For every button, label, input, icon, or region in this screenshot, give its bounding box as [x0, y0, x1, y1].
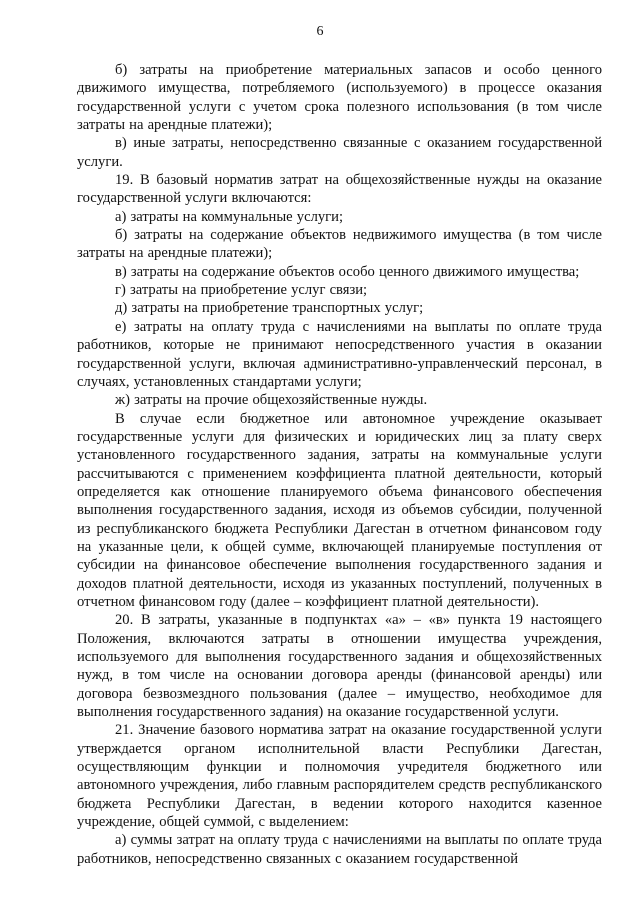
page-number: 6	[316, 24, 324, 39]
paragraph: 19. В базовый норматив затрат на общехозяйственные нужды на оказание государственной услуги включаются:	[77, 172, 602, 207]
paragraph: е) затраты на оплату труда с начислениями на выплаты по оплате труда работников, которые не принимают непосредственного участия в оказании государственной услуги, включая административно-управленческий персонал, в случаях, установленных стандартами услуги;	[77, 318, 602, 390]
paragraph: д) затраты на приобретение транспортных услуг;	[115, 300, 424, 317]
paragraph: в) иные затраты, непосредственно связанные с оказанием государственной услуги.	[77, 135, 602, 170]
paragraph: в) затраты на содержание объектов особо ценного движимого имущества;	[115, 263, 580, 280]
paragraph: В случае если бюджетное или автономное учреждение оказывает государственные услуги для физических и юридических лиц за плату сверх установленного государственного задания, затраты на коммунальные услуги рассчитываются с применением коэффициента платной деятельности, который определяется как отношение планируемого объема финансового обеспечения выполнения государственного задания, исходя из объемов субсидии, полученной из республиканского бюджета Республики Дагестан в отчетном финансовом году на указанные цели, к общей сумме, включающей планируемые поступления от субсидии на финансовое обеспечение выполнения государственного задания и доходов платной деятельности, исходя из указанных поступлений, полученных в отчетном финансовом году (далее – коэффициент платной деятельности).	[77, 410, 602, 610]
paragraph: г) затраты на приобретение услуг связи;	[115, 282, 368, 299]
paragraph: 20. В затраты, указанные в подпунктах «а» – «в» пункта 19 настоящего Положения, включаются затраты в отношении имущества учреждения, используемого для выполнения государственного задания и общехозяйственных нужд, в том числе на основании договора аренды (финансовой аренды) или договора безвозмездного пользования (далее – имущество, необходимое для выполнения государственного задания) на оказание государственной услуги.	[77, 612, 602, 721]
paragraph: 21. Значение базового норматива затрат на оказание государственной услуги утверждается органом исполнительной власти Республики Дагестан, осуществляющим функции и полномочия учредителя бюджетного или автономного учреждения, либо главным распорядителем средств республиканского бюджета Республики Дагестан, в ведении которого находится казенное учреждение, общей суммой, с выделением:	[77, 722, 602, 831]
paragraph: а) суммы затрат на оплату труда с начислениями на выплаты по оплате труда работников, непосредственно связанных с оказанием государственной	[77, 832, 602, 867]
paragraph: б) затраты на приобретение материальных запасов и особо ценного движимого имущества, потребляемого (используемого) в процессе оказания государственной услуги с учетом срока полезного использования (в том числе затраты на арендные платежи);	[77, 62, 602, 134]
paragraph: б) затраты на содержание объектов недвижимого имущества (в том числе затраты на арендные платежи);	[77, 227, 602, 262]
document-body	[77, 61, 602, 868]
paragraph: а) затраты на коммунальные услуги;	[115, 208, 344, 225]
paragraph: ж) затраты на прочие общехозяйственные нужды.	[115, 392, 428, 409]
